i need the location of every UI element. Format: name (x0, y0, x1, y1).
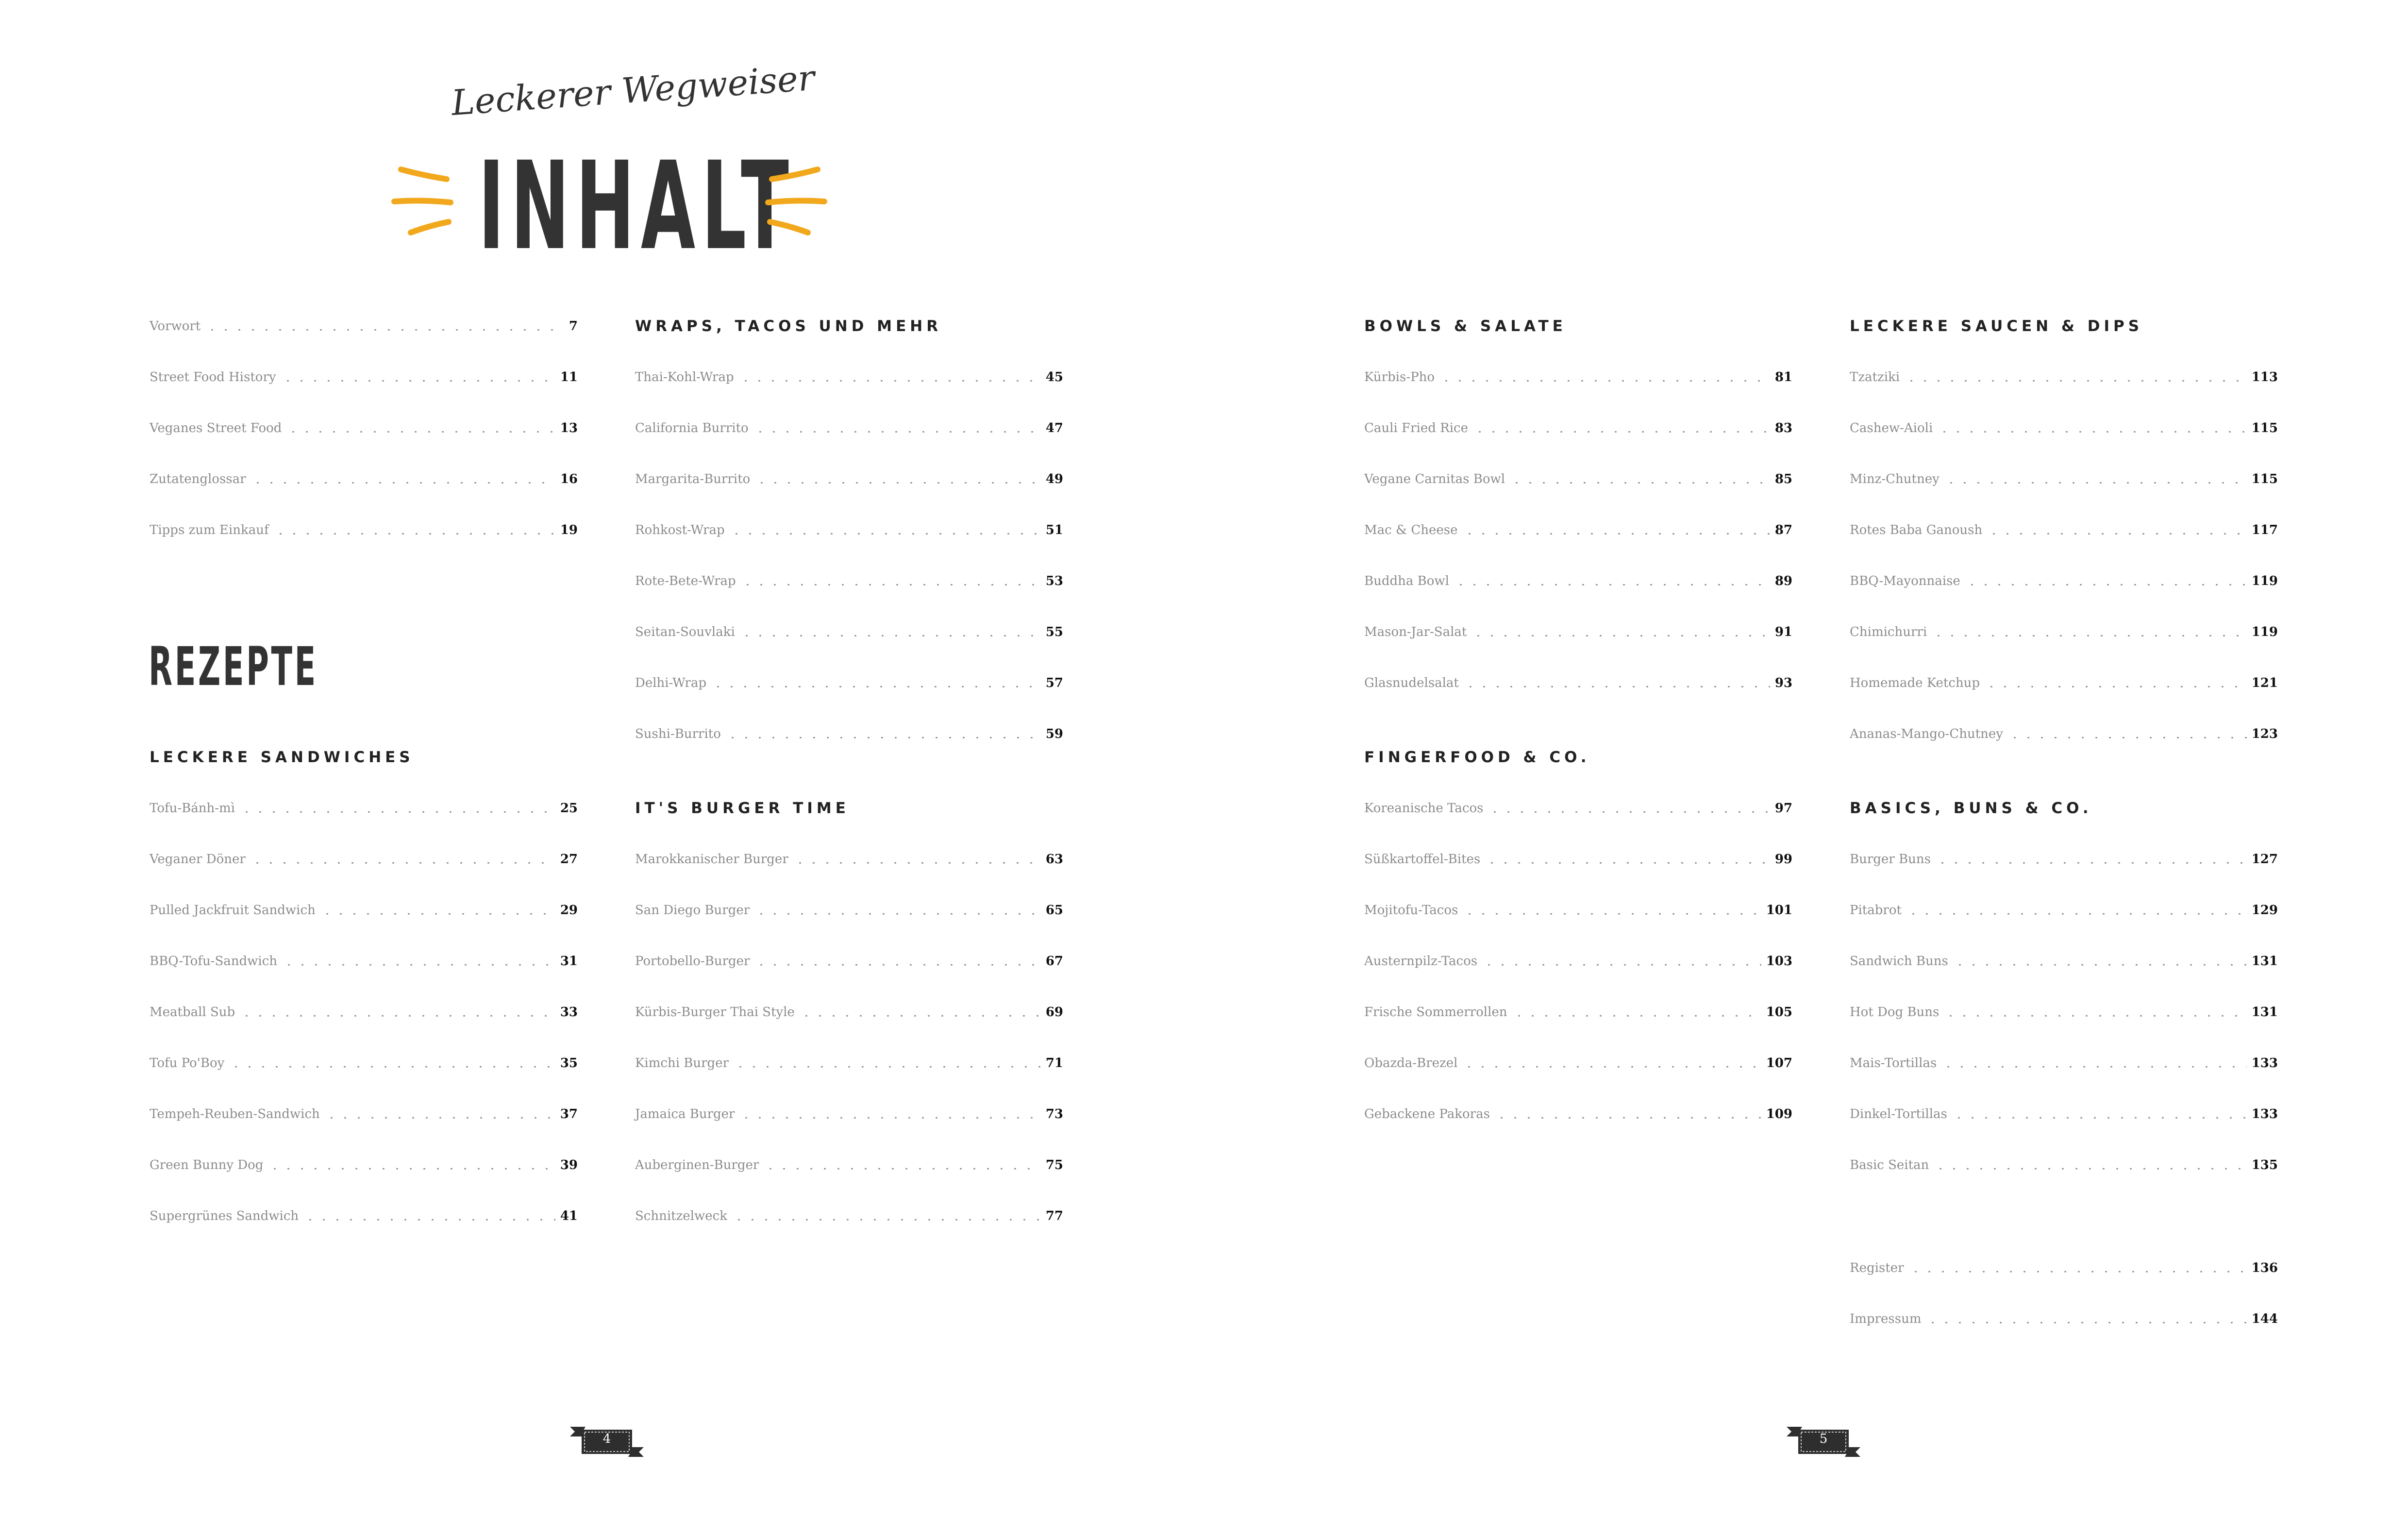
toc-entry[interactable] (150, 1104, 578, 1124)
entry-page: 135 (2251, 1158, 2278, 1172)
entry-name: Buddha Bowl (1364, 574, 1449, 588)
entry-name: Seitan-Souvlaki (635, 625, 735, 639)
toc-entry[interactable] (635, 418, 1063, 438)
toc-entry[interactable] (635, 901, 1063, 920)
entry-page: 131 (2251, 1005, 2278, 1019)
toc-entry[interactable] (1364, 418, 1792, 438)
toc-title: INHALT (478, 135, 795, 277)
entry-name: California Burrito (635, 421, 749, 435)
dot-leader (251, 482, 555, 484)
toc-entry[interactable] (635, 571, 1063, 591)
entry-name: Frische Sommerrollen (1364, 1005, 1507, 1019)
toc-entry[interactable] (1364, 367, 1792, 387)
entry-name: Tzatziki (1850, 370, 1900, 384)
dot-leader (793, 862, 1041, 864)
toc-entry[interactable] (635, 724, 1063, 744)
entry-name: Rote-Bete-Wrap (635, 574, 736, 588)
entry-page: 16 (560, 472, 578, 486)
toc-entry[interactable] (1850, 622, 2278, 642)
dot-leader (240, 811, 555, 813)
dot-leader (740, 635, 1041, 636)
entry-name: Burger Buns (1850, 852, 1931, 867)
entry-name: Chimichurri (1850, 625, 1927, 639)
entry-page: 7 (569, 319, 578, 334)
toc-entry[interactable] (635, 1206, 1063, 1226)
section-title: LECKERE SANDWICHES (150, 749, 414, 766)
toc-entry[interactable] (1850, 951, 2278, 971)
entry-name: Minz-Chutney (1850, 472, 1940, 486)
entry-name: Impressum (1850, 1312, 1922, 1326)
page-number-left (568, 1425, 646, 1459)
dot-leader (1938, 431, 2246, 433)
toc-entry[interactable] (1364, 571, 1792, 591)
toc-entry[interactable] (635, 1104, 1063, 1124)
entry-page: 27 (560, 852, 578, 867)
entry-name: BBQ-Mayonnaise (1850, 574, 1960, 588)
toc-entry[interactable] (1850, 724, 2278, 744)
entry-page: 51 (1045, 523, 1063, 537)
toc-entry[interactable] (1850, 571, 2278, 591)
dot-leader (739, 1117, 1040, 1118)
entry-name: Mojitofu-Tacos (1364, 903, 1458, 918)
dot-leader (286, 431, 555, 433)
entry-name: San Diego Burger (635, 903, 750, 918)
dot-leader (1463, 913, 1761, 915)
entry-page: 103 (1766, 954, 1792, 968)
entry-name: Schnitzelweck (635, 1209, 727, 1223)
toc-entry[interactable] (1850, 901, 2278, 920)
dot-leader (754, 964, 1040, 966)
entry-page: 65 (1045, 903, 1063, 918)
entry-page: 33 (560, 1005, 578, 1019)
entry-page: 35 (560, 1056, 578, 1070)
dot-leader (755, 482, 1041, 484)
section-saucen-dips (1850, 317, 2278, 744)
entry-name: Marokkanischer Burger (635, 852, 788, 867)
toc-entry[interactable] (150, 901, 578, 920)
dot-leader (1472, 635, 1770, 636)
dot-leader (1473, 431, 1770, 433)
section-title: IT'S BURGER TIME (635, 800, 850, 817)
entry-name: Glasnudelsalat (1364, 676, 1459, 690)
toc-entry[interactable] (1364, 469, 1792, 489)
entry-page: 129 (2251, 903, 2278, 918)
dot-leader (274, 533, 555, 534)
dot-leader (1987, 533, 2247, 534)
entry-name: Delhi-Wrap (635, 676, 707, 690)
entry-name: Tipps zum Einkauf (150, 523, 269, 537)
dot-leader (1439, 380, 1770, 382)
entry-page: 109 (1766, 1107, 1792, 1121)
entry-name: Kimchi Burger (635, 1056, 729, 1070)
entry-name: Rohkost-Wrap (635, 523, 725, 537)
section-burger-time (635, 799, 1063, 1226)
entry-name: Street Food History (150, 370, 276, 384)
dot-leader (1941, 1066, 2246, 1068)
entry-page: 19 (560, 523, 578, 537)
toc-entry[interactable] (1364, 799, 1792, 818)
entry-name: Pitabrot (1850, 903, 1902, 918)
entry-name: Green Bunny Dog (150, 1158, 264, 1172)
entry-page: 45 (1045, 370, 1063, 384)
entry-name: Sandwich Buns (1850, 954, 1948, 968)
section-leckere-sandwiches (150, 748, 578, 1226)
toc-entry[interactable] (1850, 1104, 2278, 1124)
toc-entry[interactable] (1850, 1155, 2278, 1175)
dot-leader (734, 1066, 1041, 1068)
toc-entry[interactable] (1850, 1002, 2278, 1022)
entry-name: Rotes Baba Ganoush (1850, 523, 1983, 537)
toc-entry[interactable] (150, 1155, 578, 1175)
toc-entry[interactable] (150, 367, 578, 387)
entry-page: 41 (560, 1209, 578, 1223)
entry-page: 107 (1766, 1056, 1792, 1070)
toc-entry[interactable] (1364, 951, 1792, 971)
entry-page: 99 (1774, 852, 1792, 867)
toc-entry[interactable] (1364, 1053, 1792, 1073)
toc-entry[interactable] (1850, 469, 2278, 489)
entry-page: 63 (1045, 852, 1063, 867)
entry-page: 91 (1774, 625, 1792, 639)
entry-page: 105 (1766, 1005, 1792, 1019)
entry-page: 47 (1045, 421, 1063, 435)
toc-entry[interactable] (150, 1206, 578, 1226)
entry-name: Jamaica Burger (635, 1107, 735, 1121)
end-list (1850, 1258, 2278, 1329)
dot-leader (1934, 1168, 2246, 1169)
dot-leader (726, 737, 1041, 738)
toc-entry[interactable] (1850, 367, 2278, 387)
entry-page: 133 (2251, 1107, 2278, 1121)
toc-entry[interactable] (635, 1002, 1063, 1022)
toc-entry[interactable] (1364, 673, 1792, 693)
toc-entry[interactable] (150, 418, 578, 438)
toc-entry[interactable] (635, 1053, 1063, 1073)
entry-page: 59 (1045, 727, 1063, 741)
dot-leader (1510, 482, 1770, 484)
entry-name: Vegane Carnitas Bowl (1364, 472, 1505, 486)
toc-entry[interactable] (635, 367, 1063, 387)
toc-entry[interactable] (635, 520, 1063, 540)
dot-leader (753, 431, 1041, 433)
entry-page: 93 (1774, 676, 1792, 690)
toc-entry[interactable] (1850, 1258, 2278, 1278)
dot-leader (1906, 913, 2247, 915)
dot-leader (1482, 964, 1761, 966)
toc-entry[interactable] (150, 1002, 578, 1022)
entry-name: Austernpilz-Tacos (1364, 954, 1478, 968)
entry-name: Homemade Ketchup (1850, 676, 1980, 690)
dot-leader (268, 1168, 555, 1169)
dot-leader (730, 533, 1041, 534)
entry-page: 119 (2251, 574, 2278, 588)
toc-entry[interactable] (150, 317, 578, 336)
entry-page: 119 (2251, 625, 2278, 639)
entry-name: Koreanische Tacos (1364, 801, 1484, 816)
toc-entry[interactable] (1850, 520, 2278, 540)
dot-leader (229, 1066, 555, 1068)
dot-leader (1985, 686, 2247, 687)
dot-leader (754, 913, 1041, 915)
entry-name: Zutatenglossar (150, 472, 246, 486)
entry-page: 136 (2251, 1261, 2278, 1275)
toc-entry[interactable] (635, 673, 1063, 693)
dot-leader (1464, 686, 1770, 687)
section-bowls-salate (1364, 317, 1792, 693)
rezepte-heading: REZEPTE (149, 635, 318, 698)
entry-page: 29 (560, 903, 578, 918)
dot-leader (1905, 380, 2247, 382)
toc-entry[interactable] (1364, 1002, 1792, 1022)
entry-name: Süßkartoffel-Bites (1364, 852, 1481, 867)
entry-name: Gebackene Pakoras (1364, 1107, 1490, 1121)
entry-page: 69 (1045, 1005, 1063, 1019)
toc-entry[interactable] (635, 1155, 1063, 1175)
section-title: LECKERE SAUCEN & DIPS (1850, 317, 2143, 335)
toc-entry[interactable] (1364, 622, 1792, 642)
toc-entry[interactable] (150, 469, 578, 489)
entry-name: Pulled Jackfruit Sandwich (150, 903, 316, 918)
dot-leader (739, 380, 1041, 382)
entry-page: 87 (1774, 523, 1792, 537)
entry-name: Thai-Kohl-Wrap (635, 370, 734, 384)
toc-entry[interactable] (1850, 1053, 2278, 1073)
entry-name: Tempeh-Reuben-Sandwich (150, 1107, 320, 1121)
dot-leader (2008, 737, 2247, 738)
dot-leader (325, 1117, 555, 1118)
entry-name: Hot Dog Buns (1850, 1005, 1940, 1019)
dot-leader (1454, 584, 1770, 585)
dot-leader (741, 584, 1041, 585)
entry-name: Ananas-Mango-Chutney (1850, 727, 2003, 741)
entry-name: Meatball Sub (150, 1005, 235, 1019)
entry-page: 133 (2251, 1056, 2278, 1070)
dot-leader (1463, 533, 1770, 534)
section-wraps-tacos (635, 317, 1063, 744)
dot-leader (205, 329, 564, 331)
entry-page: 55 (1045, 625, 1063, 639)
section-title: FINGERFOOD & CO. (1364, 749, 1590, 766)
entry-name: Tofu-Bánh-mì (150, 801, 235, 816)
entry-name: Mac & Cheese (1364, 523, 1458, 537)
page-number-right (1785, 1425, 1862, 1459)
dot-leader (1488, 811, 1770, 813)
toc-entry[interactable] (150, 1053, 578, 1073)
entry-page: 13 (560, 421, 578, 435)
toc-entry[interactable] (1364, 901, 1792, 920)
toc-entry[interactable] (635, 622, 1063, 642)
dot-leader (1953, 964, 2247, 966)
entry-name: Veganes Street Food (150, 421, 282, 435)
toc-entry[interactable] (635, 850, 1063, 869)
toc-entry[interactable] (635, 469, 1063, 489)
entry-name: Auberginen-Burger (635, 1158, 759, 1172)
toc-entry[interactable] (150, 799, 578, 818)
toc-entry[interactable] (1850, 1309, 2278, 1329)
dot-leader (282, 964, 555, 966)
entry-name: Vorwort (150, 319, 201, 334)
toc-entry[interactable] (1364, 520, 1792, 540)
toc-entry[interactable] (1850, 673, 2278, 693)
dot-leader (711, 686, 1041, 687)
toc-subtitle: Leckerer Wegweiser (450, 57, 816, 123)
section-title: BASICS, BUNS & CO. (1850, 800, 2092, 817)
entry-name: Mais-Tortillas (1850, 1056, 1937, 1070)
dot-leader (1944, 1015, 2246, 1017)
entry-page: 25 (560, 801, 578, 816)
intro-list (150, 317, 578, 540)
entry-page: 113 (2251, 370, 2278, 384)
entry-page: 97 (1774, 801, 1792, 816)
entry-name: Margarita-Burrito (635, 472, 751, 486)
entry-page: 77 (1045, 1209, 1063, 1223)
dot-leader (251, 862, 555, 864)
dot-leader (320, 913, 555, 915)
toc-entry[interactable] (150, 520, 578, 540)
entry-name: Supergrünes Sandwich (150, 1209, 299, 1223)
entry-name: Veganer Döner (150, 852, 246, 867)
entry-page: 73 (1045, 1107, 1063, 1121)
entry-page: 75 (1045, 1158, 1063, 1172)
entry-page: 37 (560, 1107, 578, 1121)
entry-page: 89 (1774, 574, 1792, 588)
entry-page: 115 (2251, 472, 2278, 486)
toc-entry[interactable] (1850, 418, 2278, 438)
entry-page: 144 (2251, 1312, 2278, 1326)
dot-leader (732, 1219, 1041, 1220)
dot-leader (1495, 1117, 1761, 1118)
entry-page: 85 (1774, 472, 1792, 486)
entry-name: Kürbis-Pho (1364, 370, 1435, 384)
entry-page: 53 (1045, 574, 1063, 588)
dot-leader (1926, 1322, 2246, 1323)
section-basics-buns (1850, 799, 2278, 1175)
entry-page: 49 (1045, 472, 1063, 486)
dot-leader (1952, 1117, 2247, 1118)
toc-entry[interactable] (1850, 850, 2278, 869)
section-fingerfood (1364, 748, 1792, 1124)
entry-page: 131 (2251, 954, 2278, 968)
entry-name: Register (1850, 1261, 1904, 1275)
page-number-text: 5 (1819, 1432, 1828, 1446)
entry-name: Obazda-Brezel (1364, 1056, 1458, 1070)
entry-page: 57 (1045, 676, 1063, 690)
section-title: BOWLS & SALATE (1364, 317, 1567, 335)
toc-entry[interactable] (635, 951, 1063, 971)
dot-leader (1485, 862, 1770, 864)
dot-leader (1936, 862, 2247, 864)
dot-leader (1944, 482, 2247, 484)
toc-entry[interactable] (150, 850, 578, 869)
entry-page: 81 (1774, 370, 1792, 384)
entry-page: 115 (2251, 421, 2278, 435)
entry-name: Tofu Po'Boy (150, 1056, 225, 1070)
dot-leader (1512, 1015, 1761, 1017)
entry-page: 11 (560, 370, 578, 384)
page-number-text: 4 (602, 1432, 611, 1446)
toc-entry[interactable] (1364, 1104, 1792, 1124)
entry-name: Kürbis-Burger Thai Style (635, 1005, 795, 1019)
dot-leader (1932, 635, 2247, 636)
toc-entry[interactable] (1364, 850, 1792, 869)
toc-entry[interactable] (150, 951, 578, 971)
entry-page: 71 (1045, 1056, 1063, 1070)
entry-page: 83 (1774, 421, 1792, 435)
entry-name: Portobello-Burger (635, 954, 750, 968)
entry-page: 31 (560, 954, 578, 968)
entry-page: 121 (2251, 676, 2278, 690)
dot-leader (800, 1015, 1041, 1017)
entry-name: Cashew-Aioli (1850, 421, 1933, 435)
dot-leader (240, 1015, 555, 1017)
entry-name: BBQ-Tofu-Sandwich (150, 954, 278, 968)
entry-page: 123 (2251, 727, 2278, 741)
entry-page: 67 (1045, 954, 1063, 968)
left-sparkle-icon (388, 163, 461, 240)
dot-leader (1909, 1271, 2247, 1272)
dot-leader (281, 380, 555, 382)
entry-name: Mason-Jar-Salat (1364, 625, 1467, 639)
entry-page: 127 (2251, 852, 2278, 867)
dot-leader (1462, 1066, 1761, 1068)
entry-name: Dinkel-Tortillas (1850, 1107, 1947, 1121)
entry-name: Sushi-Burrito (635, 727, 721, 741)
right-sparkle-icon (757, 163, 830, 240)
dot-leader (1965, 584, 2247, 585)
entry-name: Basic Seitan (1850, 1158, 1929, 1172)
dot-leader (303, 1219, 555, 1220)
entry-page: 117 (2251, 523, 2278, 537)
section-title: WRAPS, TACOS UND MEHR (635, 317, 942, 335)
entry-name: Cauli Fried Rice (1364, 421, 1468, 435)
entry-page: 39 (560, 1158, 578, 1172)
entry-page: 101 (1766, 903, 1792, 918)
dot-leader (764, 1168, 1040, 1169)
